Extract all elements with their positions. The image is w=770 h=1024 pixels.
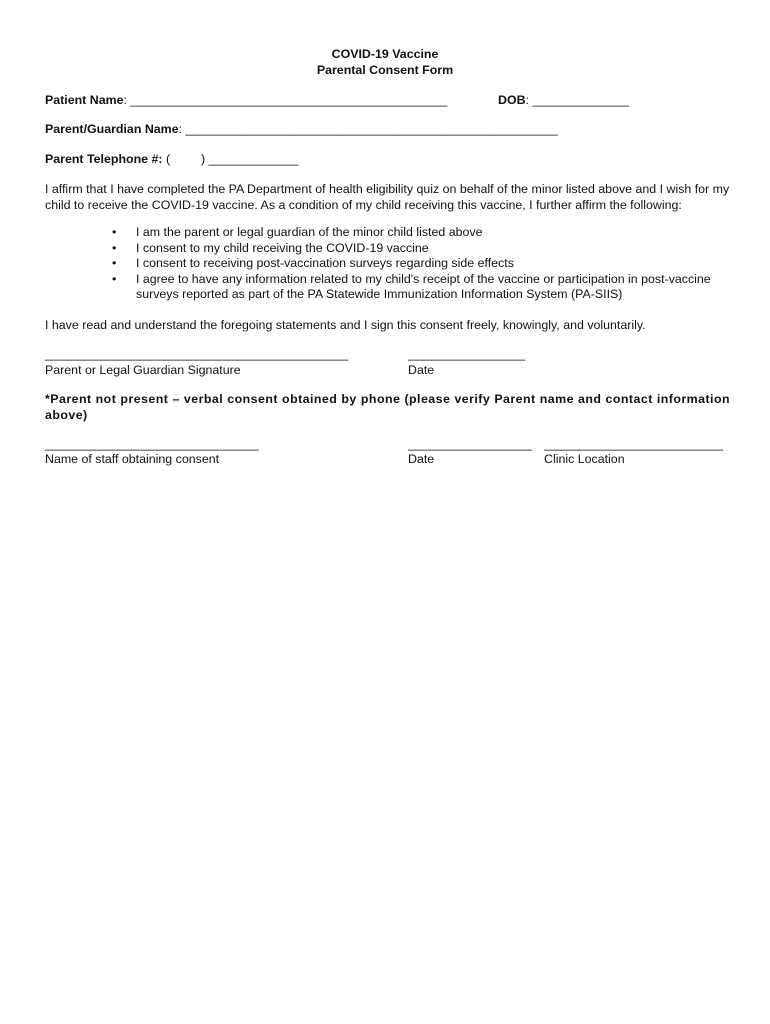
bullet-icon: •: [112, 271, 117, 286]
form-title: COVID-19 Vaccine: [331, 47, 439, 61]
telephone-number-field[interactable]: _____________: [208, 152, 299, 166]
clinic-location-label: Clinic Location: [544, 452, 625, 466]
signature-date-field[interactable]: _________________: [408, 347, 526, 361]
guardian-name-row: [45, 122, 558, 136]
affirmation-list: [112, 225, 732, 303]
guardian-name-colon: :: [178, 122, 183, 136]
telephone-area-close: ): [201, 152, 206, 166]
list-item: [112, 256, 732, 272]
form-subtitle: Parental Consent Form: [316, 63, 454, 77]
dob-label: DOB: [498, 93, 526, 107]
bullet-icon: •: [112, 225, 117, 239]
staff-date-label: Date: [408, 452, 435, 466]
list-item-text: I agree to have any information related to my child's receipt of the vaccine or participation in post-vaccine surveys reported as part of the PA Statewide Immunization Information System (PA-SIIS): [136, 271, 711, 301]
patient-name-label: Patient Name: [45, 93, 124, 107]
signature-date-label: Date: [408, 363, 435, 377]
telephone-label: Parent Telephone #:: [45, 152, 163, 166]
bullet-icon: •: [112, 256, 117, 270]
list-item-text: I am the parent or legal guardian of the minor child listed above: [136, 225, 483, 239]
signature-label: Parent or Legal Guardian Signature: [45, 363, 241, 377]
guardian-name-label: Parent/Guardian Name: [45, 122, 179, 136]
consent-statement: I have read and understand the foregoing statements and I sign this consent freely, knowingly, and voluntarily.: [45, 318, 646, 332]
signature-field[interactable]: ____________________________________________: [45, 347, 349, 361]
verbal-consent-note: *Parent not present – verbal consent obtained by phone (please verify Parent name and contact information above): [45, 392, 730, 422]
list-item: [112, 225, 732, 241]
telephone-area-open: (: [165, 152, 171, 166]
patient-name-colon: :: [123, 93, 127, 107]
telephone-row: [45, 152, 298, 166]
dob-field[interactable]: ______________: [532, 93, 629, 107]
guardian-name-field[interactable]: ______________________________________________________: [185, 122, 558, 136]
clinic-location-field[interactable]: __________________________: [544, 437, 724, 451]
staff-name-field[interactable]: _______________________________: [45, 437, 259, 451]
patient-name-field[interactable]: ______________________________________________: [130, 93, 448, 107]
dob-colon: :: [525, 93, 529, 107]
list-item-text: I consent to receiving post-vaccination surveys regarding side effects: [136, 256, 514, 270]
bullet-icon: •: [112, 240, 117, 255]
staff-name-label: Name of staff obtaining consent: [45, 452, 220, 466]
staff-date-field[interactable]: __________________: [408, 437, 533, 451]
list-item-text: I consent to my child receiving the COVID-19 vaccine: [136, 240, 429, 255]
list-item: [112, 272, 732, 303]
patient-name-row: [45, 93, 447, 107]
dob-row: [498, 93, 629, 107]
affirmation-paragraph: I affirm that I have completed the PA Department of health eligibility quiz on behalf of the minor listed above and I wish for my child to receive the COVID-19 vaccine. As a condition of my child receiving this vaccine, I further affirm the following:: [45, 182, 730, 212]
list-item: [112, 241, 732, 257]
